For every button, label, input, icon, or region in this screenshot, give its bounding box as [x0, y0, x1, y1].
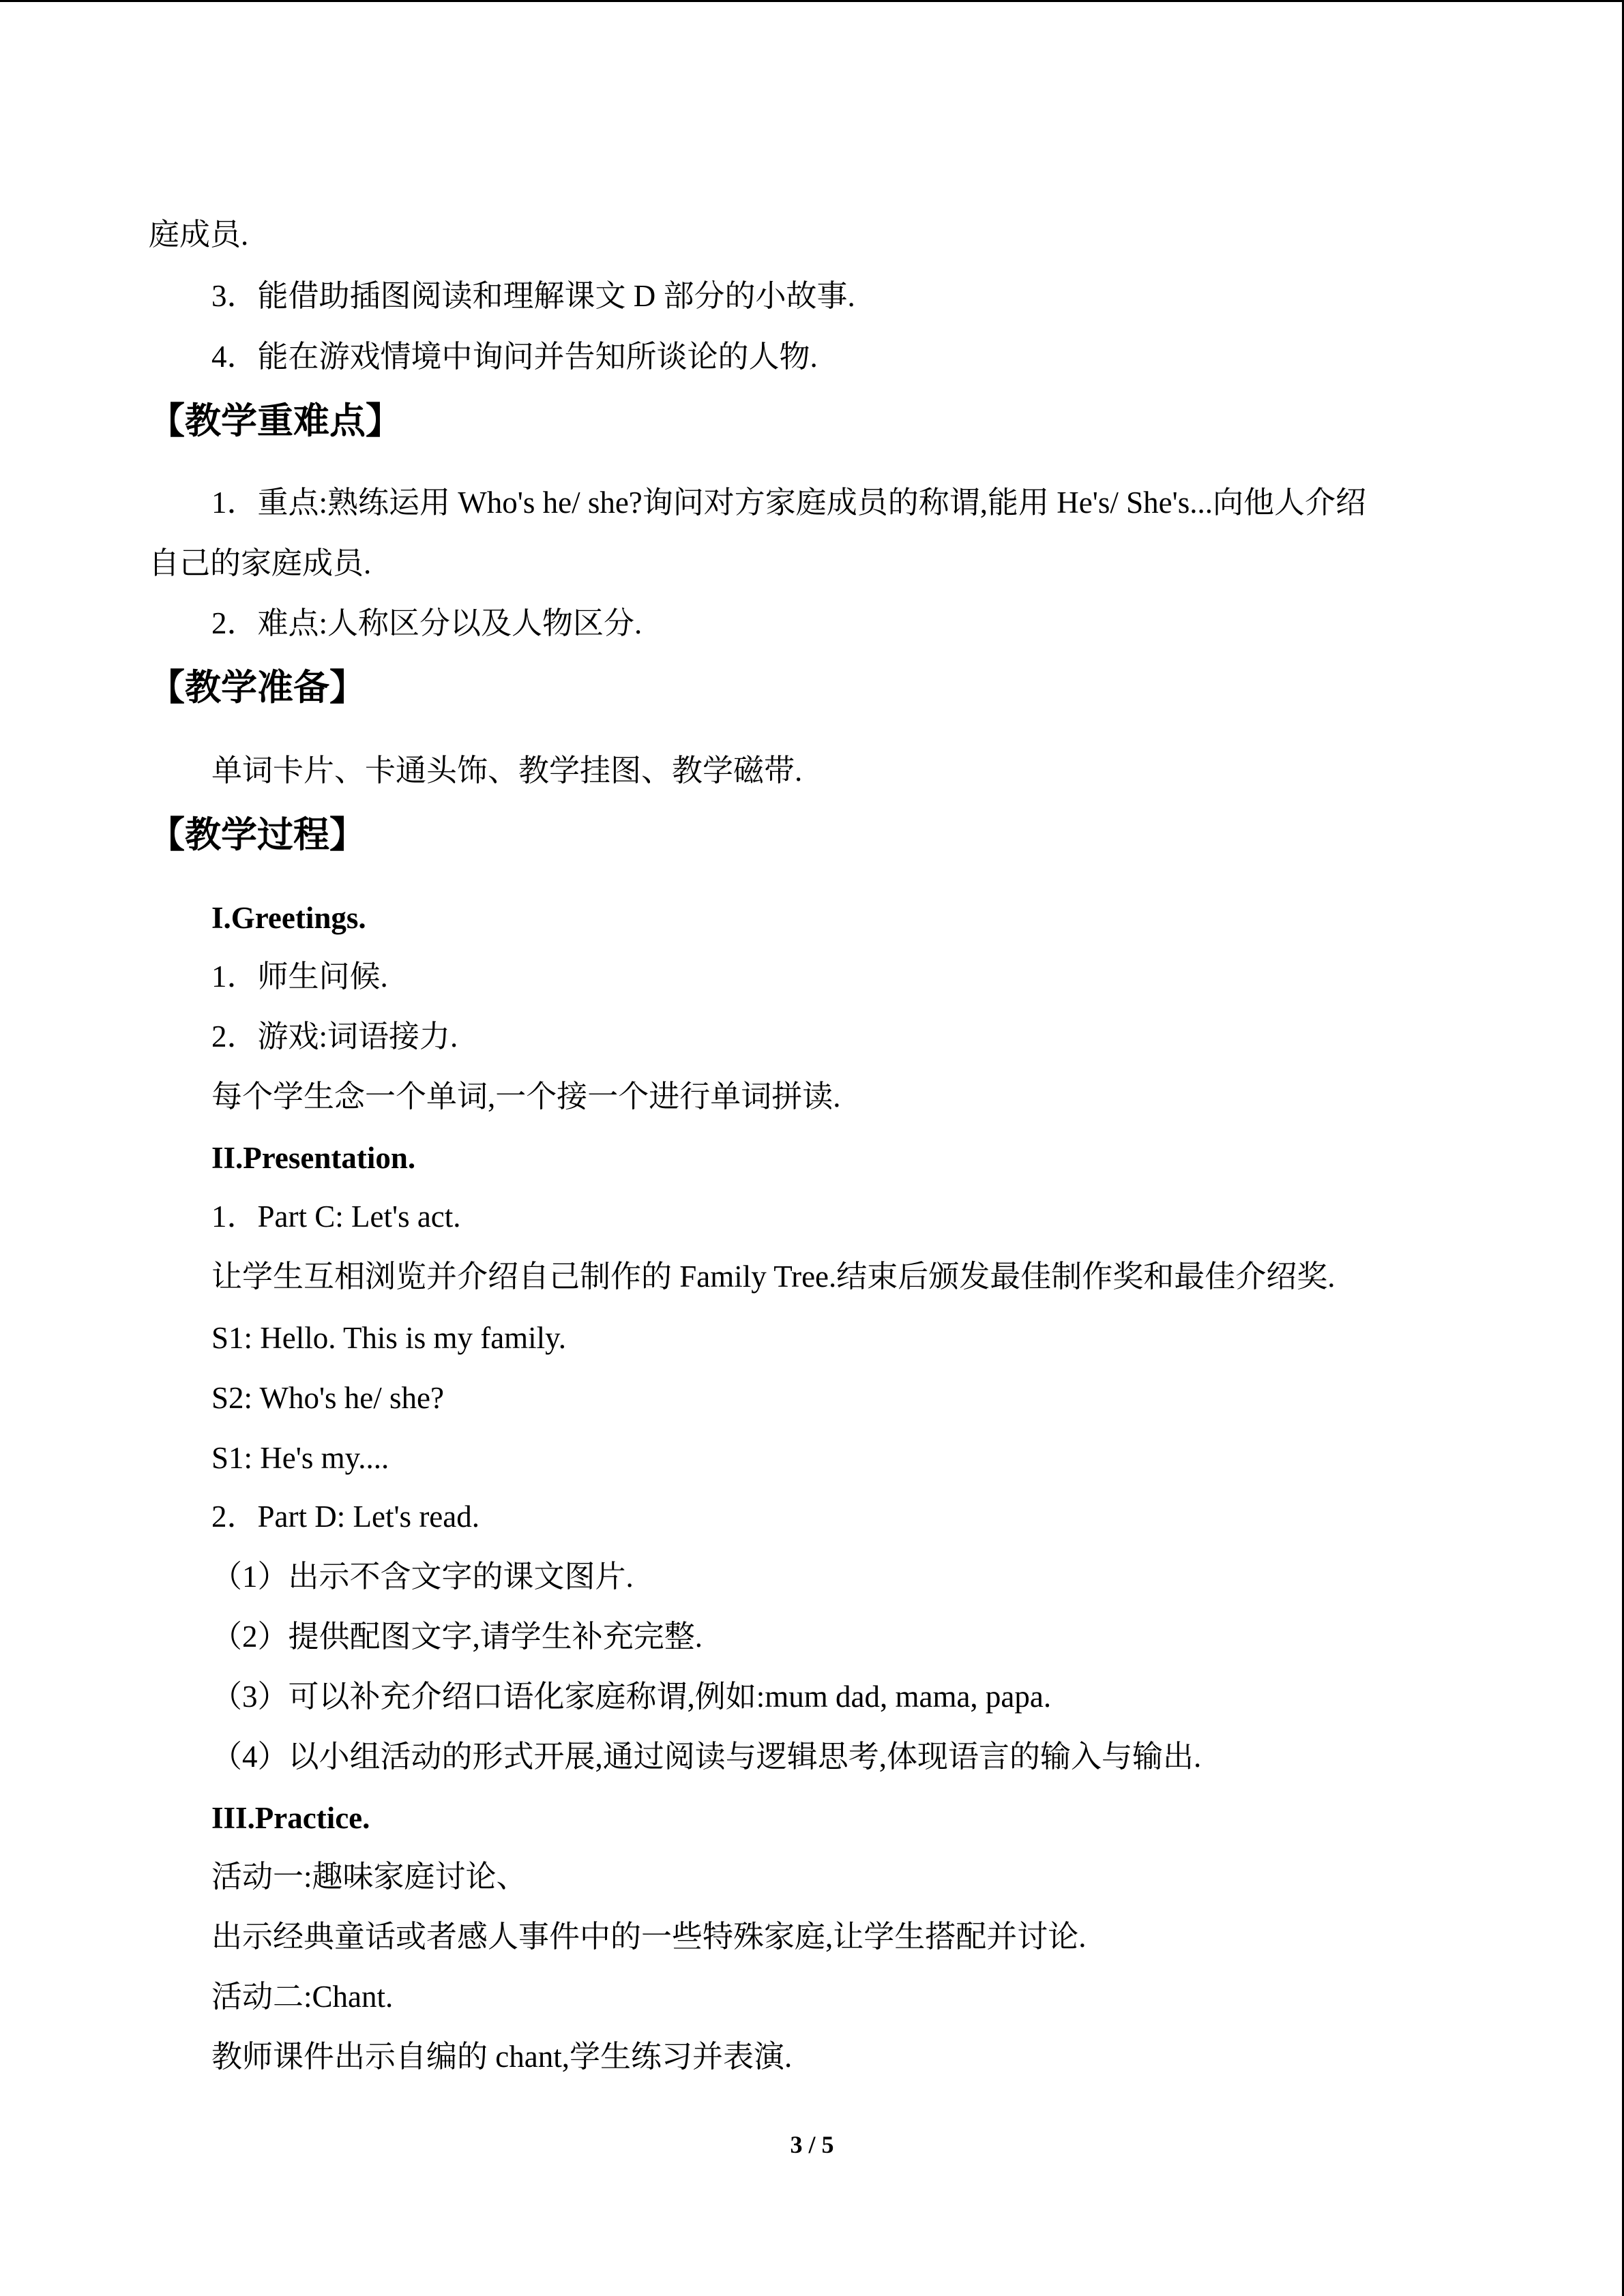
heading-key-difficulties: 【教学重难点】: [149, 400, 402, 442]
heading-preparation: 【教学准备】: [149, 667, 366, 709]
presentation-step-2: 2．Part D: Let's read.: [211, 1500, 480, 1534]
preparation-text: 单词卡片、卡通头饰、教学挂图、教学磁带.: [211, 754, 803, 788]
dialogue-line-3: S1: He's my....: [211, 1441, 389, 1475]
difficulty-item-1: 1．重点:熟练运用 Who's he/ she?询问对方家庭成员的称谓,能用 He's/ She's...向他人介绍: [211, 486, 1366, 520]
dialogue-line-1: S1: Hello. This is my family.: [211, 1321, 567, 1355]
intro-line-continued: 庭成员.: [149, 218, 249, 252]
section-practice-title: III.Practice.: [211, 1801, 370, 1835]
difficulty-item-1-continued: 自己的家庭成员.: [149, 546, 372, 580]
dialogue-line-2: S2: Who's he/ she?: [211, 1381, 444, 1415]
presentation-substep-1: （1）出示不含文字的课文图片.: [211, 1560, 634, 1594]
presentation-step-1-detail: 让学生互相浏览并介绍自己制作的 Family Tree.结束后颁发最佳制作奖和最佳介绍奖.: [211, 1259, 1335, 1294]
presentation-step-1: 1．Part C: Let's act.: [211, 1199, 461, 1234]
page-number: 3 / 5: [790, 2131, 834, 2158]
section-presentation-title: II.Presentation.: [211, 1141, 416, 1175]
presentation-substep-2: （2）提供配图文字,请学生补充完整.: [211, 1620, 703, 1654]
greetings-step-2: 2．游戏:词语接力.: [211, 1019, 458, 1054]
intro-objective-3: 3．能借助插图阅读和理解课文 D 部分的小故事.: [211, 279, 855, 313]
greetings-step-2-detail: 每个学生念一个单词,一个接一个进行单词拼读.: [211, 1079, 841, 1114]
greetings-step-1: 1．师生问候.: [211, 959, 388, 994]
practice-activity-1: 活动一:趣味家庭讨论、: [211, 1860, 527, 1894]
practice-activity-2: 活动二:Chant.: [211, 1980, 394, 2014]
difficulty-item-2: 2．难点:人称区分以及人物区分.: [211, 606, 643, 640]
section-greetings-title: I.Greetings.: [211, 901, 366, 935]
presentation-substep-3: （3）可以补充介绍口语化家庭称谓,例如:mum dad, mama, papa.: [211, 1680, 1052, 1714]
intro-objective-4: 4．能在游戏情境中询问并告知所谈论的人物.: [211, 340, 818, 374]
practice-activity-1-detail: 出示经典童话或者感人事件中的一些特殊家庭,让学生搭配并讨论.: [211, 1920, 1087, 1954]
heading-teaching-process: 【教学过程】: [149, 814, 366, 856]
practice-activity-2-detail: 教师课件出示自编的 chant,学生练习并表演.: [211, 2040, 793, 2074]
presentation-substep-4: （4）以小组活动的形式开展,通过阅读与逻辑思考,体现语言的输入与输出.: [211, 1740, 1202, 1774]
